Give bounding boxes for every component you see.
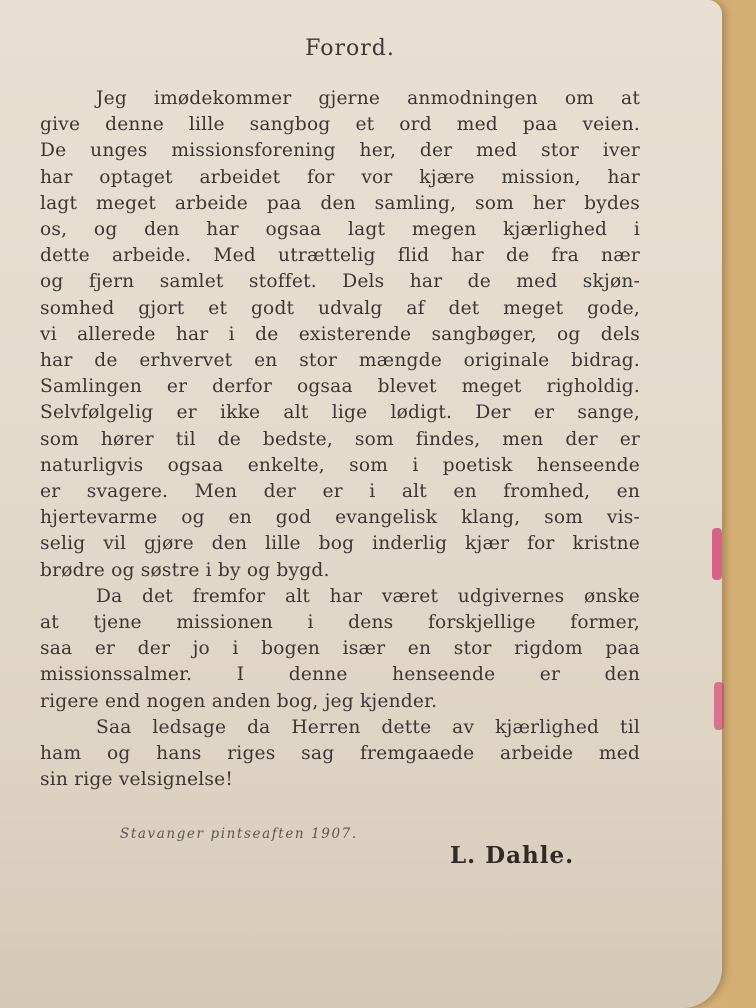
text-line: er svagere. Men der er i alt en fromhed, en <box>40 481 640 503</box>
text-line: vi allerede har i de existerende sangbøger, og dels <box>40 323 640 345</box>
signature: L. Dahle. <box>450 842 575 869</box>
text-line: og fjern samlet stoffet. Dels har de med skjøn- <box>40 271 640 293</box>
text-line: De unges missionsforening her, der med stor iver <box>40 140 640 162</box>
text-line: rigere end nogen anden bog, jeg kjender. <box>40 690 438 712</box>
text-line: brødre og søstre i by og bygd. <box>40 559 330 581</box>
text-line: Jeg imødekommer gjerne anmodningen om at <box>96 88 640 109</box>
page-heading: Forord. <box>305 36 395 61</box>
text-line: ham og hans riges sag fremgaaede arbeide med <box>40 743 640 765</box>
text-line: saa er der jo i bogen især en stor rigdom paa <box>40 638 640 660</box>
text-line: Saa ledsage da Herren dette av kjærlighed til <box>96 716 640 738</box>
text-line: har de erhvervet en stor mængde originale bidrag. <box>40 350 640 372</box>
text-line: dette arbeide. Med utrættelig flid har de fra nær <box>40 245 640 267</box>
foreword-text <box>40 86 640 793</box>
text-line: Da det fremfor alt har været udgivernes ønske <box>96 585 640 607</box>
text-line: lagt meget arbeide paa den samling, som her bydes <box>40 192 640 214</box>
text-line: naturligvis ogsaa enkelte, som i poetisk henseende <box>40 454 640 476</box>
text-line: hjertevarme og en god evangelisk klang, som vis- <box>40 507 640 529</box>
pink-stain-mark <box>714 682 724 730</box>
text-line: at tjene missionen i dens forskjellige former, <box>40 612 640 634</box>
text-line: har optaget arbeidet for vor kjære mission, har <box>40 166 640 188</box>
text-line: sin rige velsignelse! <box>40 769 234 791</box>
text-line: Samlingen er derfor ogsaa blevet meget righoldig. <box>40 376 640 398</box>
text-line: give denne lille sangbog et ord med paa veien. <box>40 114 640 136</box>
text-line: Selvfølgelig er ikke alt lige lødigt. Der er sange, <box>40 402 640 424</box>
text-line: os, og den har ogsaa lagt megen kjærlighed i <box>40 219 640 241</box>
place-date: Stavanger pintseaften 1907. <box>120 826 358 842</box>
pink-stain-mark <box>712 528 722 580</box>
text-line: missionssalmer. I denne henseende er den <box>40 664 640 686</box>
text-line: som hører til de bedste, som findes, men der er <box>40 428 640 450</box>
text-line: selig vil gjøre den lille bog inderlig kjær for kristne <box>40 533 640 555</box>
text-line: somhed gjort et godt udvalg af det meget gode, <box>40 297 640 319</box>
